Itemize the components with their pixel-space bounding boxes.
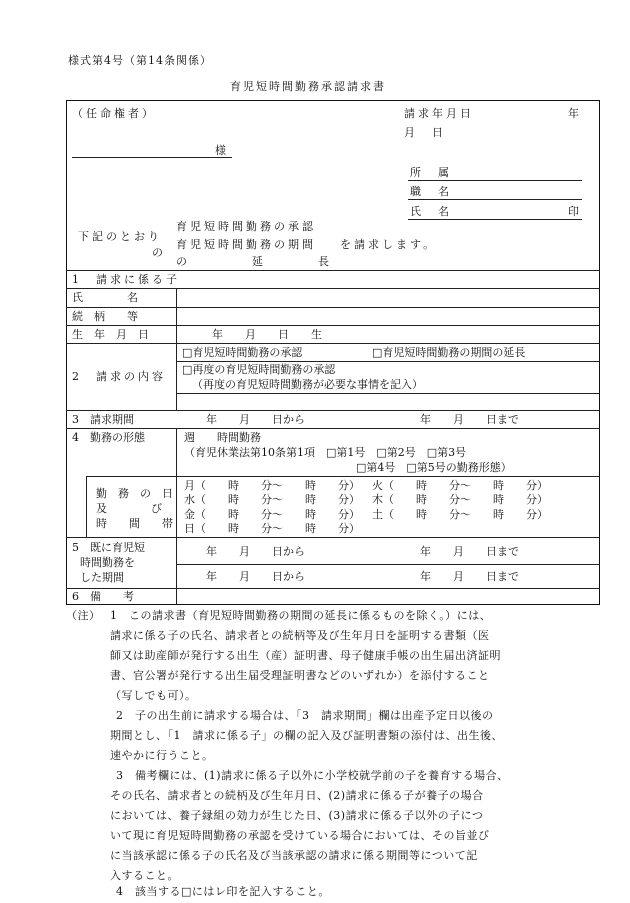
schedule-thu: 木（ 時 分～ 時 分） [372, 493, 548, 506]
option-extension-cho: 長 [318, 255, 329, 268]
days-label-3: 時 間 帯 [96, 517, 173, 530]
option-extension-en: 延 [252, 255, 263, 268]
option-reapproval-check[interactable]: □再度の育児短時間勤務の承認 [182, 363, 336, 376]
divider [66, 428, 600, 429]
intro-left-2: の [152, 246, 163, 259]
divider [66, 588, 600, 589]
schedule-sat: 土（ 時 分～ 時 分） [372, 508, 548, 521]
divider [176, 564, 600, 565]
request-date-label: 請求年月日 [404, 107, 474, 120]
section5-label-3: した期間 [80, 571, 124, 584]
schedule-mon: 月（ 時 分～ 時 分） [184, 479, 360, 492]
schedule-wed: 水（ 時 分～ 時 分） [184, 493, 360, 506]
prior-from-1: 年 月 日から [206, 545, 305, 558]
col-divider [176, 476, 177, 604]
addressee-line [72, 157, 232, 158]
schedule-sun: 日（ 時 分～ 時 分） [184, 522, 360, 535]
prior-from-2: 年 月 日から [206, 570, 305, 583]
note-1-line-3: 師又は助産師が発行する出生（産）証明書、母子健康手帳の出生届出済証明 [110, 649, 501, 662]
divider [66, 537, 600, 538]
addressee-suffix: 様 [215, 144, 226, 157]
note-2-line-1: 2 子の出生前に請求する場合は、「3 請求期間」欄は出産予定日以後の [116, 709, 494, 722]
col-divider [176, 288, 177, 410]
note-2-line-3: 速やかに行うこと。 [110, 749, 214, 762]
note-3-line-1: 3 備考欄には、(1)請求に係る子以外に小学校就学前の子を養育する場合、 [116, 769, 509, 782]
section2-heading: 2 請求の内容 [72, 370, 166, 383]
section6-label: 6 備 考 [72, 590, 134, 603]
divider [66, 307, 600, 308]
option-extension: 育児短時間勤務の期間 [176, 238, 316, 251]
month-day: 月 日 [404, 126, 446, 139]
section1-heading: 1 請求に係る子 [72, 273, 180, 286]
option-extension-check[interactable]: □育児短時間勤務の期間の延長 [372, 346, 526, 359]
form-number: 様式第4号（第14条関係） [68, 54, 212, 67]
section4-heading: 4 勤務の形態 [72, 431, 145, 444]
section5-label-2: 時間勤務を [80, 556, 135, 569]
note-3-line-4: いて現に育児短時間勤務の承認を受けている場合においては、その旨並び [110, 829, 490, 842]
note-3-line-3: においては、養子縁組の効力が生じた日、(3)請求に係る子以外の子につ [110, 809, 484, 822]
birth-label: 生 年 月 日 [72, 328, 149, 341]
prior-to-1: 年 月 日まで [420, 545, 519, 558]
section3-heading: 3 請求期間 [72, 413, 134, 426]
note-2-line-2: 期間とし、「1 請求に係る子」の欄の記入及び証明書類の添付は、出生後、 [110, 729, 503, 742]
position-line [408, 199, 582, 200]
schedule-fri: 金（ 時 分～ 時 分） [184, 508, 360, 521]
period-from: 年 月 日から [206, 413, 305, 426]
period-to: 年 月 日まで [420, 413, 519, 426]
appointer-label: （任命権者） [72, 107, 156, 120]
note-1-line-2: 請求に係る子の氏名、請求者との続柄等及び生年月日を証明する書類（医 [110, 629, 490, 642]
note-3-line-2: その氏名、請求者との続柄及び生年月日、(2)請求に係る子が養子の場合 [110, 789, 484, 802]
section5-label-1: 5 既に育児短 [72, 541, 145, 554]
affiliation-label: 所 属 [410, 166, 452, 179]
intro-left: 下記のとおり [78, 230, 162, 243]
page-title: 育児短時間勤務承認請求書 [230, 80, 386, 93]
position-label: 職 名 [410, 185, 452, 198]
divider [66, 325, 600, 326]
name-line [408, 219, 582, 220]
child-name-label: 氏 名 [72, 291, 138, 304]
note-4-line-1: 4 該当する□にはレ印を記入すること。 [116, 885, 330, 898]
note-3-line-6: 入すること。 [110, 869, 179, 882]
weekly-hours: 週 時間勤務 [184, 431, 261, 444]
prior-to-2: 年 月 日まで [420, 570, 519, 583]
intro-right: を請求します。 [340, 238, 438, 251]
option-extension-no: の [176, 255, 187, 268]
days-label-2: 及 び [96, 502, 162, 515]
divider [66, 343, 600, 344]
divider [66, 270, 600, 271]
affiliation-line [408, 180, 582, 181]
law-reference: （育児休業法第10条第1項 □第1号 □第2号 □第3号 [184, 446, 467, 459]
notes-prefix: （注） [66, 609, 101, 622]
divider [66, 410, 600, 411]
note-1-line-1: 1 この請求書（育児短時間勤務の期間の延長に係るものを除く。）には、 [110, 609, 492, 622]
name-label: 氏 名 [410, 205, 452, 218]
schedule-tue: 火（ 時 分～ 時 分） [372, 479, 548, 492]
reapproval-note: （再度の育児短時間勤務が必要な事情を記入） [192, 378, 423, 391]
note-1-line-4: 書、官公署が発行する出生届受理証明書などのいずれか）を添付すること [110, 669, 490, 682]
divider [176, 393, 600, 394]
law-reference-2: □第4号 □第5号の勤務形態） [356, 461, 512, 474]
note-3-line-5: に当該承認に係る子の氏名及び当該承認の請求に係る期間等について記 [110, 849, 478, 862]
divider [86, 476, 600, 477]
relation-label: 続 柄 等 [72, 310, 138, 323]
days-label-1: 勤 務 の 日 [96, 487, 173, 500]
seal-mark: 印 [568, 205, 579, 218]
option-approval-check[interactable]: □育児短時間勤務の承認 [182, 346, 303, 359]
divider [66, 288, 600, 289]
birth-value: 年 月 日 生 [212, 328, 322, 341]
option-approval: 育児短時間勤務の承認 [176, 220, 316, 233]
divider [176, 361, 600, 362]
note-1-line-5: （写しでも可）。 [110, 689, 197, 702]
year-char: 年 [568, 107, 579, 120]
col-divider [86, 476, 87, 537]
col-divider [176, 428, 177, 476]
